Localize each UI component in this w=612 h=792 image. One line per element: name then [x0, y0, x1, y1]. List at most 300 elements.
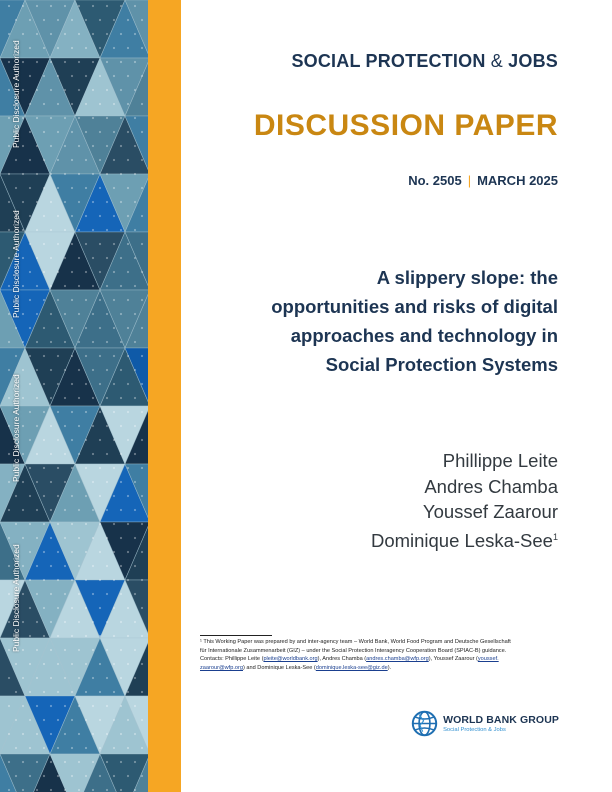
mosaic-dot	[99, 635, 101, 637]
mosaic-dot	[134, 285, 136, 287]
mosaic-dot	[127, 243, 129, 245]
mosaic-dot	[36, 761, 38, 763]
mosaic-dot	[64, 509, 66, 511]
footnote-rule	[200, 635, 272, 636]
mosaic-dot	[36, 313, 38, 315]
mosaic-dot	[141, 775, 143, 777]
mosaic-dot	[92, 537, 94, 539]
mosaic-dot	[85, 355, 87, 357]
mosaic-dot	[141, 271, 143, 273]
mosaic-dot	[64, 173, 66, 175]
email-link-zaarour[interactable]: zaarour@wfp.org	[200, 664, 243, 671]
disclosure-label: Public Disclosure Authorized	[11, 40, 21, 148]
mosaic-dot	[120, 621, 122, 623]
document-type: DISCUSSION PAPER	[253, 109, 558, 142]
mosaic-dot	[113, 103, 115, 105]
mosaic-dot	[29, 19, 31, 21]
mosaic-dot	[134, 733, 136, 735]
mosaic-dot	[36, 369, 38, 371]
mosaic-dot	[120, 453, 122, 455]
mosaic-dot	[141, 607, 143, 609]
mosaic-dot	[141, 215, 143, 217]
mosaic-dot	[64, 705, 66, 707]
mosaic-dot	[64, 621, 66, 623]
mosaic-dot	[50, 369, 52, 371]
mosaic-dot	[50, 257, 52, 259]
mosaic-dot	[43, 187, 45, 189]
mosaic-dot	[29, 439, 31, 441]
mosaic-dot	[106, 677, 108, 679]
mosaic-dot	[57, 131, 59, 133]
mosaic-dot	[57, 103, 59, 105]
mosaic-dot	[71, 495, 73, 497]
mosaic-dot	[141, 635, 143, 637]
mosaic-dot	[99, 299, 101, 301]
mosaic-dot	[22, 789, 24, 791]
mosaic-dot	[92, 677, 94, 679]
mosaic-dot	[127, 131, 129, 133]
mosaic-dot	[57, 47, 59, 49]
mosaic-dot	[36, 145, 38, 147]
mosaic-dot	[15, 523, 17, 525]
mosaic-dot	[57, 271, 59, 273]
mosaic-dot	[141, 243, 143, 245]
mosaic-dot	[134, 761, 136, 763]
mosaic-dot	[29, 467, 31, 469]
email-link-zaarour[interactable]: youssef.	[477, 656, 499, 663]
mosaic-dot	[22, 61, 24, 63]
mosaic-dot	[15, 187, 17, 189]
mosaic-dot	[50, 33, 52, 35]
mosaic-dot	[43, 747, 45, 749]
series-part1: SOCIAL PROTECTION	[291, 51, 486, 71]
mosaic-dot	[85, 635, 87, 637]
mosaic-dot	[113, 75, 115, 77]
mosaic-dot	[92, 5, 94, 7]
mosaic-dot	[8, 649, 10, 651]
mosaic-dot	[64, 453, 66, 455]
mosaic-dot	[22, 369, 24, 371]
mosaic-dot	[141, 159, 143, 161]
mosaic-dot	[99, 19, 101, 21]
mosaic-dot	[92, 369, 94, 371]
mosaic-dot	[50, 229, 52, 231]
mosaic-dot	[36, 705, 38, 707]
mosaic-dot	[29, 271, 31, 273]
mosaic-dot	[36, 257, 38, 259]
mosaic-dot	[78, 453, 80, 455]
mosaic-dot	[92, 257, 94, 259]
email-link-leska-see[interactable]: dominique.leska-see@giz.de	[315, 664, 388, 671]
author-list	[371, 448, 558, 553]
logo-text	[443, 714, 559, 733]
mosaic-dot	[8, 761, 10, 763]
mosaic-dot	[106, 649, 108, 651]
mosaic-dot	[71, 635, 73, 637]
issue-number: No. 2505	[408, 173, 462, 188]
mosaic-dot	[120, 257, 122, 259]
footnote-text: ) and Dominique Leska-See (	[243, 664, 316, 671]
mosaic-dot	[57, 775, 59, 777]
mosaic-dot	[71, 551, 73, 553]
mosaic-dot	[99, 411, 101, 413]
mosaic-dot	[120, 593, 122, 595]
mosaic-dot	[127, 75, 129, 77]
mosaic-dot	[43, 691, 45, 693]
mosaic-dot	[43, 327, 45, 329]
mosaic-dot	[50, 453, 52, 455]
mosaic-dot	[141, 691, 143, 693]
mosaic-dot	[134, 537, 136, 539]
mosaic-dot	[29, 47, 31, 49]
mosaic-dot	[120, 677, 122, 679]
mosaic-dot	[29, 327, 31, 329]
mosaic-dot	[8, 257, 10, 259]
mosaic-dot	[127, 47, 129, 49]
mosaic-dot	[29, 719, 31, 721]
mosaic-dot	[8, 5, 10, 7]
mosaic-dot	[22, 257, 24, 259]
issue-date: MARCH 2025	[477, 173, 558, 188]
mosaic-dot	[99, 719, 101, 721]
mosaic-dot	[106, 341, 108, 343]
mosaic-dot	[92, 789, 94, 791]
mosaic-dot	[120, 649, 122, 651]
mosaic-dot	[43, 551, 45, 553]
mosaic-dot	[71, 19, 73, 21]
footnote-text: Contacts: Phillippe Leite (	[200, 656, 264, 663]
mosaic-dot	[8, 621, 10, 623]
mosaic-dot	[64, 341, 66, 343]
series-title	[291, 51, 558, 72]
mosaic-dot	[71, 579, 73, 581]
mosaic-dot	[120, 173, 122, 175]
mosaic-dot	[64, 285, 66, 287]
issue-separator: |	[467, 173, 472, 188]
mosaic-dot	[22, 5, 24, 7]
mosaic-dot	[50, 61, 52, 63]
mosaic-dot	[85, 383, 87, 385]
mosaic-dot	[8, 397, 10, 399]
author-name: Dominique Leska-See	[370, 529, 553, 551]
mosaic-dot	[120, 565, 122, 567]
globe-icon	[411, 710, 438, 737]
mosaic-dot	[120, 61, 122, 63]
mosaic-dot	[92, 621, 94, 623]
mosaic-dot	[120, 33, 122, 35]
mosaic-dot	[99, 215, 101, 217]
mosaic-dot	[71, 523, 73, 525]
mosaic-dot	[8, 509, 10, 511]
mosaic-dot	[106, 397, 108, 399]
mosaic-dot	[50, 341, 52, 343]
mosaic-dot	[78, 397, 80, 399]
mosaic-dot	[141, 551, 143, 553]
mosaic-dot	[8, 145, 10, 147]
mosaic-dot	[8, 733, 10, 735]
mosaic-dot	[36, 509, 38, 511]
mosaic-dot	[127, 19, 129, 21]
mosaic-dot	[71, 383, 73, 385]
mosaic-dot	[43, 243, 45, 245]
author-name: Phillippe Leite	[442, 450, 558, 471]
mosaic-dot	[78, 509, 80, 511]
mosaic-dot	[106, 705, 108, 707]
mosaic-dot	[92, 481, 94, 483]
mosaic-dot	[106, 145, 108, 147]
mosaic-dot	[78, 229, 80, 231]
title-line: Social Protection Systems	[325, 354, 558, 375]
mosaic-dot	[120, 397, 122, 399]
mosaic-dot	[57, 215, 59, 217]
mosaic-dot	[106, 257, 108, 259]
mosaic-dot	[8, 117, 10, 119]
mosaic-dot	[78, 61, 80, 63]
mosaic-dot	[78, 705, 80, 707]
mosaic-dot	[120, 145, 122, 147]
paper-title	[228, 263, 558, 379]
mosaic-dot	[22, 761, 24, 763]
mosaic-dot	[29, 607, 31, 609]
mosaic-dot	[85, 131, 87, 133]
mosaic-dot	[57, 663, 59, 665]
mosaic-dot	[50, 397, 52, 399]
disclosure-label: Public Disclosure Authorized	[11, 210, 21, 318]
mosaic-dot	[43, 775, 45, 777]
mosaic-dot	[71, 75, 73, 77]
mosaic-dot	[50, 705, 52, 707]
mosaic-dot	[134, 145, 136, 147]
mosaic-dot	[43, 663, 45, 665]
mosaic-dot	[134, 565, 136, 567]
mosaic-dot	[127, 103, 129, 105]
mosaic-dot	[134, 369, 136, 371]
mosaic-dot	[85, 75, 87, 77]
mosaic-dot	[134, 89, 136, 91]
disclosure-label: Public Disclosure Authorized	[11, 544, 21, 652]
mosaic-dot	[120, 481, 122, 483]
mosaic-dot	[106, 481, 108, 483]
mosaic-dot	[113, 383, 115, 385]
mosaic-dot	[43, 439, 45, 441]
mosaic-dot	[78, 369, 80, 371]
mosaic-dot	[113, 355, 115, 357]
mosaic-dot	[113, 19, 115, 21]
mosaic-dot	[92, 733, 94, 735]
mosaic-dot	[85, 523, 87, 525]
mosaic-dot	[22, 593, 24, 595]
mosaic-dot	[71, 103, 73, 105]
mosaic-dot	[22, 621, 24, 623]
mosaic-dot	[106, 453, 108, 455]
mosaic-dot	[64, 313, 66, 315]
mosaic-dot	[29, 579, 31, 581]
mosaic-dot	[15, 159, 17, 161]
mosaic-dot	[29, 411, 31, 413]
mosaic-dot	[92, 201, 94, 203]
mosaic-dot	[120, 705, 122, 707]
mosaic-dot	[43, 271, 45, 273]
mosaic-dot	[106, 369, 108, 371]
mosaic-dot	[141, 411, 143, 413]
mosaic-dot	[134, 313, 136, 315]
mosaic-dot	[50, 537, 52, 539]
mosaic-dot	[57, 327, 59, 329]
mosaic-dot	[85, 243, 87, 245]
mosaic-dot	[36, 649, 38, 651]
mosaic-dot	[50, 621, 52, 623]
mosaic-dot	[57, 19, 59, 21]
mosaic-dot	[8, 425, 10, 427]
mosaic-dot	[113, 663, 115, 665]
mosaic-dot	[92, 425, 94, 427]
mosaic-dot	[57, 495, 59, 497]
mosaic-dot	[71, 327, 73, 329]
mosaic-dot	[43, 411, 45, 413]
mosaic-dot	[43, 635, 45, 637]
mosaic-dot	[78, 537, 80, 539]
author-name: Youssef Zaarour	[422, 501, 558, 522]
mosaic-dot	[29, 383, 31, 385]
mosaic-dot	[64, 201, 66, 203]
mosaic-dot	[127, 355, 129, 357]
mosaic-dot	[64, 5, 66, 7]
mosaic-dot	[106, 313, 108, 315]
footnote-line: ¹ This Working Paper was prepared by and inter-agency team – World Bank, World Food Program and Deutsche Gesellschaft	[200, 639, 511, 645]
mosaic-dot	[64, 565, 66, 567]
mosaic-dot	[71, 467, 73, 469]
mosaic-dot	[113, 327, 115, 329]
mosaic-dot	[113, 635, 115, 637]
world-bank-group-logo	[411, 708, 559, 738]
mosaic-dot	[36, 789, 38, 791]
mosaic-dot	[141, 663, 143, 665]
mosaic-dot	[78, 593, 80, 595]
series-part2: JOBS	[508, 51, 558, 71]
mosaic-dot	[43, 467, 45, 469]
mosaic-dot	[134, 621, 136, 623]
mosaic-dot	[64, 397, 66, 399]
mosaic-dot	[15, 663, 17, 665]
mosaic-dot	[22, 89, 24, 91]
mosaic-dot	[22, 565, 24, 567]
mosaic-dot	[43, 579, 45, 581]
mosaic-dot	[141, 187, 143, 189]
mosaic-dot	[43, 299, 45, 301]
mosaic-dot	[36, 33, 38, 35]
mosaic-dot	[141, 523, 143, 525]
mosaic-dot	[120, 733, 122, 735]
mosaic-dot	[29, 131, 31, 133]
footnote-contacts-line	[200, 664, 562, 673]
mosaic-dot	[92, 761, 94, 763]
mosaic-dot	[141, 47, 143, 49]
mosaic-dot	[64, 229, 66, 231]
mosaic-dot	[8, 285, 10, 287]
mosaic-dot	[36, 565, 38, 567]
mosaic-dot	[85, 663, 87, 665]
mosaic-dot	[134, 509, 136, 511]
mosaic-dot	[99, 187, 101, 189]
mosaic-dot	[134, 397, 136, 399]
mosaic-dot	[71, 215, 73, 217]
mosaic-dot	[29, 495, 31, 497]
mosaic-dot	[127, 691, 129, 693]
mosaic-dot	[141, 299, 143, 301]
mosaic-dot	[127, 271, 129, 273]
mosaic-dot	[141, 131, 143, 133]
email-link-leite[interactable]: pleite@worldbank.org	[263, 656, 318, 663]
mosaic-dot	[57, 75, 59, 77]
mosaic-dot	[43, 355, 45, 357]
mosaic-dot	[36, 621, 38, 623]
footnote-text: ), Andres Chamba (	[317, 656, 367, 663]
mosaic-dot	[29, 523, 31, 525]
mosaic-dot	[78, 145, 80, 147]
mosaic-dot	[106, 509, 108, 511]
mosaic-dot	[43, 215, 45, 217]
mosaic-dot	[127, 467, 129, 469]
mosaic-dot	[29, 243, 31, 245]
mosaic-dot	[15, 775, 17, 777]
mosaic-dot	[99, 327, 101, 329]
footnote-text: ).	[387, 664, 392, 671]
mosaic-dot	[29, 355, 31, 357]
mosaic-dot	[99, 663, 101, 665]
mosaic-dot	[134, 229, 136, 231]
mosaic-dot	[57, 299, 59, 301]
mosaic-dot	[99, 47, 101, 49]
mosaic-dot	[134, 117, 136, 119]
mosaic-dot	[120, 117, 122, 119]
mosaic-dot	[50, 89, 52, 91]
mosaic-dot	[127, 495, 129, 497]
mosaic-dot	[134, 453, 136, 455]
mosaic-dot	[92, 89, 94, 91]
mosaic-dot	[99, 75, 101, 77]
mosaic-dot	[85, 775, 87, 777]
mosaic-dot	[92, 341, 94, 343]
mosaic-dot	[50, 789, 52, 791]
mosaic-dot	[57, 635, 59, 637]
mosaic-dot	[43, 607, 45, 609]
mosaic-dot	[36, 89, 38, 91]
mosaic-dot	[43, 75, 45, 77]
mosaic-dot	[57, 467, 59, 469]
mosaic-dot	[43, 131, 45, 133]
mosaic-dot	[43, 47, 45, 49]
mosaic-dot	[8, 229, 10, 231]
mosaic-dot	[134, 5, 136, 7]
mosaic-dot	[113, 775, 115, 777]
mosaic-dot	[120, 537, 122, 539]
mosaic-dot	[64, 369, 66, 371]
mosaic-dot	[134, 593, 136, 595]
email-link-chamba[interactable]: andres.chamba@wfp.org	[366, 656, 429, 663]
mosaic-dot	[71, 47, 73, 49]
mosaic-dot	[36, 397, 38, 399]
mosaic-dot	[8, 677, 10, 679]
mosaic-dot	[92, 705, 94, 707]
mosaic-dot	[8, 537, 10, 539]
mosaic-dot	[113, 215, 115, 217]
mosaic-dot	[71, 607, 73, 609]
mosaic-dot	[120, 509, 122, 511]
mosaic-dot	[43, 523, 45, 525]
mosaic-dot	[141, 747, 143, 749]
mosaic-dot	[22, 201, 24, 203]
mosaic-dot	[71, 747, 73, 749]
